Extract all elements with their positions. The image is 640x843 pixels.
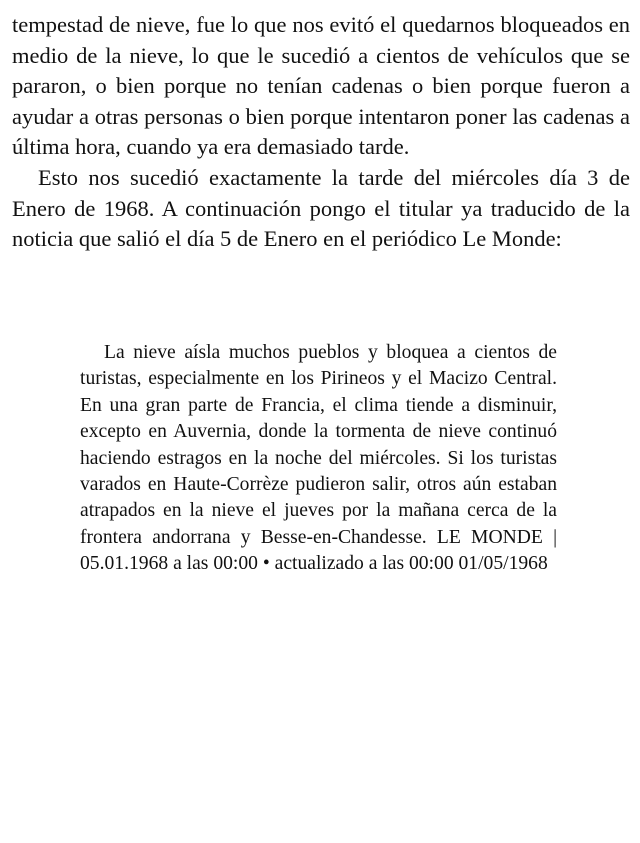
quote-text: La nieve aísla muchos pueblos y bloquea a cientos de turistas, especialmente en los Pirineos y el Macizo Central. En una gran parte de Francia, el clima tiende a disminuir, excepto en Auvernia, donde la tormenta de nieve continuó haciendo estragos en la noche del miércoles. Si los turistas varados en Haute-Corrèze pudieron salir, otros aún estaban atrapados en la nieve el jueves por la mañana cerca de la frontera andorrana y Besse-en-Chandesse. LE MONDE | 05.01.1968 a las 00:00 • actualizado a las 00:00 01/05/1968 [80,342,557,575]
paragraph-continuation: tempestad de nieve, fue lo que nos evitó el quedarnos bloqueados en medio de la nieve, lo que le sucedió a cientos de vehículos que se pararon, o bien porque no tenían cadenas o bien porque fueron a ayudar a otras personas o bien porque intentaron poner las cadenas a última hora, cuando ya era demasiado tarde. [12,12,630,160]
body-text [12,10,630,255]
block-quote [80,340,557,578]
paragraph-le-monde-intro: Esto nos sucedió exactamente la tarde del miércoles día 3 de Enero de 1968. A continuación pongo el titular ya traducido de la noticia que salió el día 5 de Enero en el periódico Le Monde: [12,164,630,252]
